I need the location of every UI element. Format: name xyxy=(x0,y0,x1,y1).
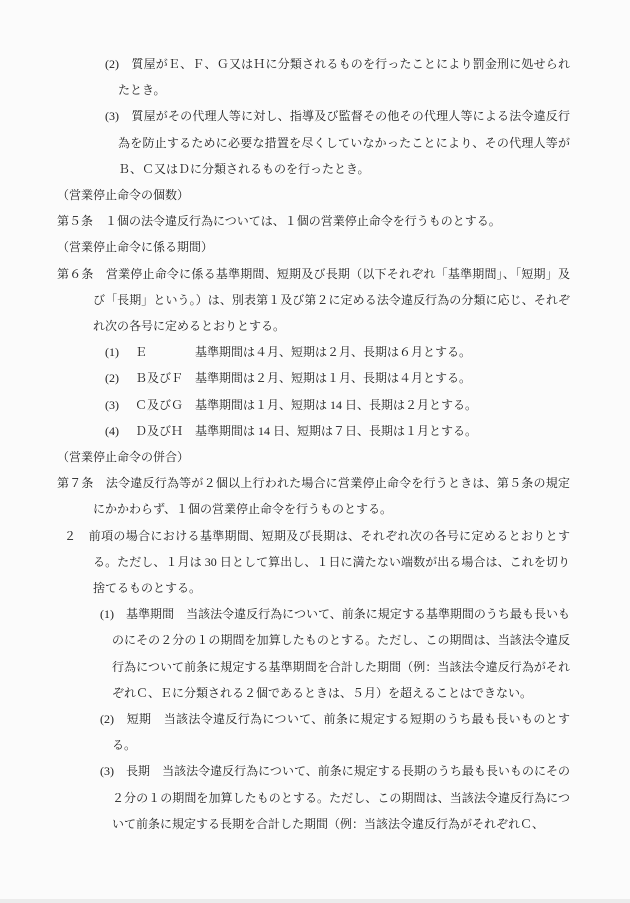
classified-item xyxy=(0,339,570,365)
item-text: 質屋がその代理人等に対し、指導及び監督その他その代理人等による法令違反行為を防止するために必要な措置を尽くしていなかったことにより、その代理人等がＢ、Ｃ又はＤに分類されるものを行ったとき。 xyxy=(118,109,570,176)
item xyxy=(0,51,570,103)
heading-text: （営業停止命令の個数） xyxy=(57,188,190,203)
article-number: 第５条 xyxy=(57,214,94,229)
paragraph-text: 前項の場合における基準期間、短期及び長期は、それぞれ次の各号に定めるとおりとする。ただし、１月は 30 日として算出し、１日に満たない端数が出る場合は、これを切り捨てるものとする。 xyxy=(88,528,570,596)
sub-item-number: (1) xyxy=(100,607,114,622)
sub-item xyxy=(0,601,570,706)
article xyxy=(0,470,570,522)
document-body xyxy=(0,51,570,837)
classified-item-number: (1) xyxy=(105,345,119,360)
item-number: (2) xyxy=(105,57,119,71)
sub-item xyxy=(0,706,570,758)
sub-item-text: 基準期間 当該法令違反行為について、前条に規定する基準期間のうち最も長いものにその２分の１の期間を加算したものとする。ただし、この期間は、当該法令違反行為について前条に規定する基準期間を合計した期間（例：当該法令違反行為がそれぞれＣ、Ｅに分類される２個であるときは、５月）を超えることはできない。 xyxy=(112,607,570,700)
paragraph-number: ２ xyxy=(64,528,77,543)
article-number: 第６条 xyxy=(57,266,94,281)
sub-item-text: 長期 当該法令違反行為について、前条に規定する長期のうち最も長いものにその２分の１の期間を加算したものとする。ただし、この期間は、当該法令違反行為について前条に規定する長期を合計した期間（例：当該法令違反行為がそれぞれＣ、 xyxy=(112,764,570,831)
classification-label: Ｄ及びＨ xyxy=(135,423,184,438)
item-number: (3) xyxy=(105,109,119,124)
article-text: １個の法令違反行為については、１個の営業停止命令を行うものとする。 xyxy=(105,214,501,229)
heading xyxy=(0,182,570,208)
classified-item-number: (2) xyxy=(105,371,119,386)
sub-item-text: 短期 当該法令違反行為について、前条に規定する短期のうち最も長いものとする。 xyxy=(112,712,570,753)
heading xyxy=(0,444,570,470)
page-bottom-edge xyxy=(0,899,630,903)
classification-label: Ｃ及びＧ xyxy=(135,397,184,412)
item-text: 質屋がＥ、Ｆ、Ｇ又はＨに分類されるものを行ったことにより罰金刑に処せられたとき。 xyxy=(118,57,570,98)
heading-text: （営業停止命令に係る期間） xyxy=(57,240,214,255)
classified-item-text: 基準期間は１月、短期は 14 日、長期は２月とする。 xyxy=(195,397,478,412)
classified-item-text: 基準期間は 14 日、短期は７日、長期は１月とする。 xyxy=(195,423,478,438)
classified-item-number: (3) xyxy=(105,397,119,412)
classified-item xyxy=(0,392,570,418)
article-text: 営業停止命令に係る基準期間、短期及び長期（以下それぞれ「基準期間」、「短期」及び「長期」という。）は、別表第１及び第２に定める法令違反行為の分類に応じ、それぞれ次の各号に定めるとおりとする。 xyxy=(93,266,570,334)
classified-item-text: 基準期間は２月、短期は１月、長期は４月とする。 xyxy=(195,371,472,386)
heading xyxy=(0,234,570,260)
sub-item-number: (2) xyxy=(100,712,114,727)
article-text: 法令違反行為等が２個以上行われた場合に営業停止命令を行うときは、第５条の規定にかかわらず、１個の営業停止命令を行うものとする。 xyxy=(93,476,570,517)
paragraph xyxy=(0,523,570,602)
classified-item xyxy=(0,418,570,444)
article xyxy=(0,208,570,234)
classified-item-text: 基準期間は４月、短期は２月、長期は６月とする。 xyxy=(195,345,472,360)
sub-item-number: (3) xyxy=(100,764,114,779)
article xyxy=(0,261,570,340)
classified-item-number: (4) xyxy=(105,423,119,438)
heading-text: （営業停止命令の併合） xyxy=(57,450,190,465)
sub-item xyxy=(0,758,570,837)
item xyxy=(0,103,570,182)
article-number: 第７条 xyxy=(57,476,94,491)
classification-label: Ｂ及びＦ xyxy=(135,371,184,386)
classification-label: Ｅ xyxy=(135,345,148,360)
classified-item xyxy=(0,365,570,391)
